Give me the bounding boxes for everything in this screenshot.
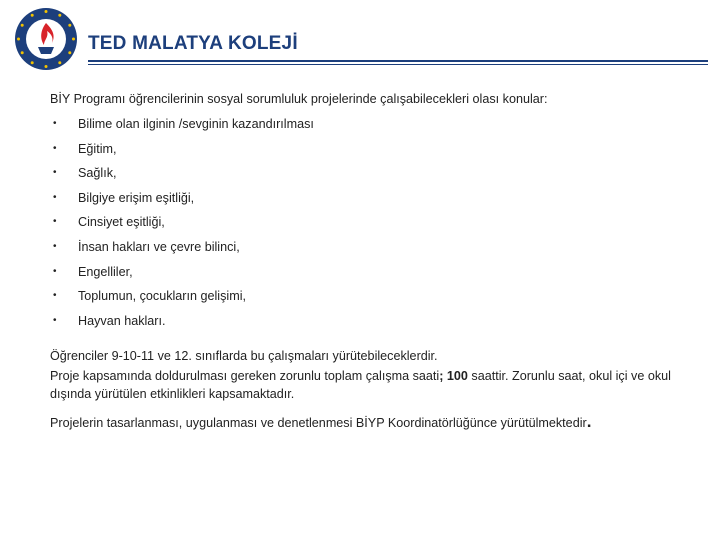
bullet-icon: •: [53, 191, 57, 203]
ted-emblem-icon: [14, 7, 78, 71]
intro-text: BİY Programı öğrencilerinin sosyal sorumluluk projelerinde çalışabilecekleri olası konular:: [50, 92, 548, 106]
bullet-icon: •: [53, 314, 57, 326]
list-item: • Sağlık,: [53, 166, 117, 181]
header-divider: [88, 60, 708, 62]
header-divider-thin: [88, 64, 708, 65]
hours-note: Proje kapsamında doldurulması gereken zorunlu toplam çalışma saati; 100 saattir. Zorunlu saat, okul içi ve okul dışında yürütülen etkinlikleri kapsamaktadır.: [50, 369, 671, 402]
slide-content: [50, 90, 690, 432]
list-item: • İnsan hakları ve çevre bilinci,: [53, 239, 240, 254]
grades-note: Öğrenciler 9-10-11 ve 12. sınıflarda bu çalışmaları yürütebileceklerdir.: [50, 349, 438, 364]
bullet-icon: •: [53, 142, 57, 154]
coordination-note: Projelerin tasarlanması, uygulanması ve denetlenmesi BİYP Koordinatörlüğünce yürütülmektedir.: [50, 412, 592, 432]
list-item: • Engelliler,: [53, 264, 133, 279]
list-item: • Eğitim,: [53, 141, 117, 156]
bullet-icon: •: [53, 240, 57, 252]
bullet-icon: •: [53, 290, 57, 302]
school-logo: [14, 7, 78, 71]
list-item: • Toplumun, çocukların gelişimi,: [53, 289, 246, 304]
topic-list: [50, 112, 690, 333]
list-item: • Hayvan hakları.: [53, 313, 166, 328]
list-item: • Bilgiye erişim eşitliği,: [53, 190, 195, 205]
school-name: TED MALATYA KOLEJİ: [88, 33, 298, 54]
list-item: • Cinsiyet eşitliği,: [53, 215, 165, 230]
bullet-icon: •: [53, 167, 57, 179]
bullet-icon: •: [53, 216, 57, 228]
list-item: • Bilime olan ilginin /sevginin kazandırılması: [53, 117, 314, 131]
required-hours: ; 100: [439, 369, 468, 384]
header: [0, 0, 720, 80]
bullet-icon: •: [53, 118, 57, 129]
bullet-icon: •: [53, 265, 57, 277]
